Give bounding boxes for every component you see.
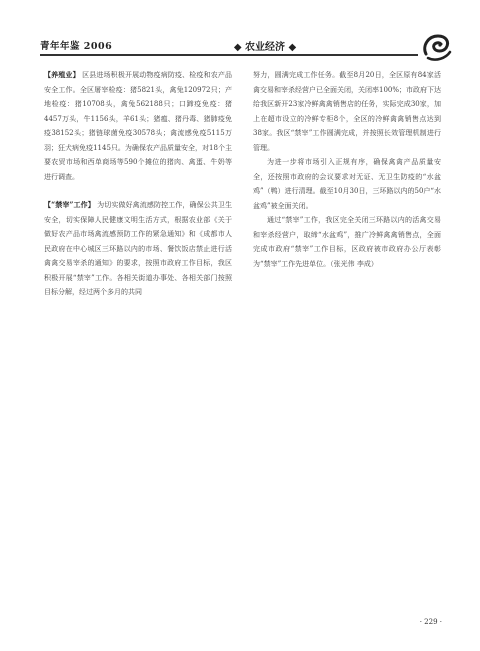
section-title: ◆ 农业经济 ◆	[233, 42, 297, 53]
page-number: · 229 ·	[419, 618, 442, 626]
header-rule	[40, 54, 418, 56]
livestock-text: 区县进场积极开展动物疫病防疫、检疫和农产品安全工作。全区屠宰检疫：猪5821头，禽兔120972只；产地检疫：猪10708头，禽兔562188只；口蹄疫免疫：猪4457万头，牛1156头，羊61头；猪瘟、猪丹毒、猪肺疫免疫38152头；猪链球菌免疫30578头；禽流感免疫5115万羽；狂犬病免疫1145只。为确保农产品质量安全，对18个主要农贸市场和西单商场等590个摊位的猪肉、禽蛋、牛奶等进行调查。	[44, 71, 233, 181]
page-header	[40, 30, 440, 52]
yearbook-title: 青年年鉴 2006	[40, 41, 113, 52]
water-basin-chicken-paragraph: 为进一步将市场引入正规有序，确保禽禽产品质量安全，还按照市政府的会议要求对无证、无卫生防疫的“水盆鸡”（鸭）进行清理。截至10月30日，三环路以内的50户“水盆鸡”被全面关闭。	[253, 158, 441, 210]
slaughter-ban-tag: 【“禁宰”工作】	[44, 200, 95, 209]
summary-paragraph: 通过“禁宰”工作，我区完全关闭三环路以内的活禽交易和宰杀经营户，取缔“水盆鸡”，推广冷鲜禽禽销售点，全面完成市政府“禁宰”工作目标，区政府被市政府办公厅表彰为“禁宰”工作先进单位。（张光伟 李成）	[253, 216, 441, 268]
yearbook-logo-icon	[418, 28, 454, 64]
slaughter-ban-text: 为切实做好禽流感防控工作，确保公共卫生安全，切实保障人民健康文明生活方式，根据农业部《关于做好农产品市场禽流感预防工作的紧急通知》和《成都市人民政府在中心城区三环路以内的市场、餐饮饭店禁止进行活禽禽交易宰杀的通知》的要求，按照市政府工作目标，我区积极开展“禁宰”工作。各相关街道办事处、各相关部门按照目标分解，经过两个多月的共同	[44, 201, 232, 296]
livestock-tag: 【养殖业】	[44, 70, 80, 79]
left-column	[44, 68, 232, 300]
continuation-paragraph: 努力，圆满完成工作任务。截至8月20日，全区原有84家活禽交易和宰杀经营户已全面关闭，关闭率100%；市政府下达给我区新开23家冷鲜禽禽销售店的任务，实际完成30家，加上在超市设立的冷鲜专柜8个，全区的冷鲜禽禽销售点达到38家。我区“禁宰”工作圆满完成，并按照长效管理机制进行管理。	[253, 71, 442, 152]
livestock-paragraph	[44, 68, 232, 184]
right-column	[253, 68, 441, 271]
slaughter-ban-paragraph	[44, 198, 232, 300]
